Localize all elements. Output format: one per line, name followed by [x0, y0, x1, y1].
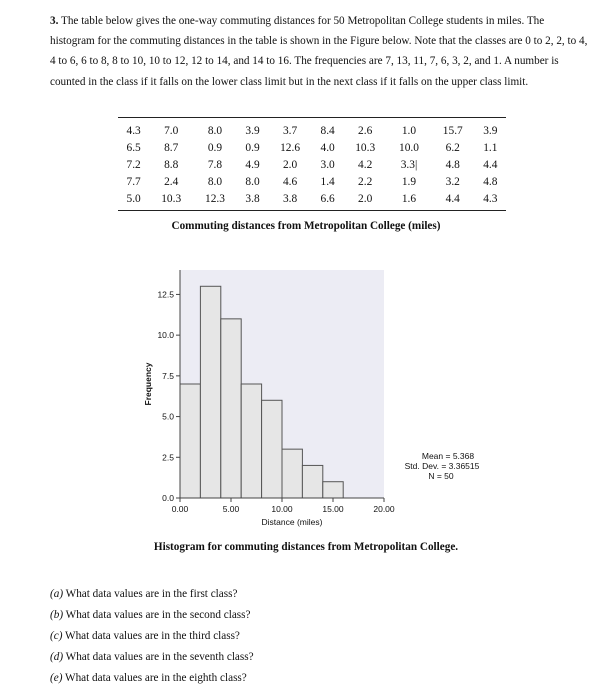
table-cell: 4.4 [445, 192, 460, 205]
histogram-bar [323, 482, 343, 498]
stats-n: N = 50 [428, 471, 454, 481]
histogram-bar [262, 400, 282, 498]
question-label: (d) [50, 651, 64, 663]
table-cell: 4.6 [282, 175, 298, 188]
table-cell: 2.0 [358, 192, 373, 205]
table-cell: 6.2 [445, 141, 460, 154]
table-cell: 0.9 [245, 141, 260, 154]
table-cell: 4.9 [245, 158, 260, 171]
question-item [50, 668, 254, 689]
table-cell: 5.0 [126, 192, 141, 205]
table-cell: 3.9 [483, 124, 498, 137]
table-cell: 8.4 [320, 124, 335, 137]
question-text: What data values are in the second class? [63, 609, 251, 621]
question-text: What data values are in the third class? [62, 630, 240, 642]
table-cell: 7.0 [164, 124, 179, 137]
table-cell: 0.9 [207, 141, 223, 154]
y-axis-label: Frequency [143, 362, 153, 406]
table-cell: 3.9 [245, 124, 260, 137]
question-item [50, 647, 254, 668]
y-tick-label: 7.5 [162, 370, 174, 381]
question-item [50, 584, 254, 605]
question-label: (e) [50, 672, 63, 684]
table-cell: 3.8 [245, 192, 260, 205]
table-cell: 1.4 [320, 175, 335, 188]
y-tick-label: 0.0 [162, 493, 174, 503]
question-text: What data values are in the eighth class? [62, 672, 247, 684]
table-cell: 3.8 [282, 192, 298, 205]
table-cell: 12.6 [280, 141, 301, 154]
table-cell: 1.9 [401, 175, 417, 188]
question-text: What data values are in the seventh class? [63, 651, 254, 663]
table-cell: 7.7 [126, 175, 141, 188]
table-cell: 4.3 [126, 124, 141, 137]
table-cell: 2.2 [358, 175, 373, 188]
question-item [50, 626, 254, 647]
table-cell: 2.4 [164, 175, 179, 188]
table-cell: 7.8 [207, 158, 223, 171]
table-cell: 2.6 [358, 124, 373, 137]
table-cell: 3.3| [400, 158, 418, 171]
table-cell: 6.5 [126, 141, 141, 154]
table-cell: 6.6 [320, 192, 335, 205]
y-tick-label: 5.0 [162, 411, 174, 422]
question-label: (b) [50, 609, 64, 621]
table-cell: 1.6 [401, 192, 417, 205]
table-cell: 12.3 [205, 192, 225, 205]
table-cell: 1.0 [401, 124, 417, 137]
table-cell: 10.3 [161, 192, 182, 205]
table-cell: 10.3 [355, 141, 376, 154]
histogram-bar [302, 465, 322, 498]
table-cell: 8.7 [164, 141, 179, 154]
table-cell: 8.0 [207, 124, 223, 137]
table-cell: 4.8 [445, 158, 460, 171]
problem-text: The table below gives the one-way commuting distances for 50 Metropolitan College students in miles. The histogram for the commuting distances in the table is shown in the Figure below. Note that the classes are 0 to 2, 2, to 4, 4 to 6, 6 to 8, 8 to 10, 10 to 12, 12 to 14, and 14 to 16. The frequencies are 7, 13, 11, 7, 6, 3, 2, and 1. A number is counted in the class if it falls on the lower class limit but in the next class if it falls on the upper class limit. [50, 15, 588, 88]
table-cell: 4.3 [483, 192, 498, 205]
x-tick-label: 5.00 [222, 504, 240, 514]
stats-std-dev: Std. Dev. = 3.36515 [404, 461, 480, 471]
table-cell: 7.2 [126, 158, 141, 171]
table-cell: 8.0 [245, 175, 260, 188]
table-cell: 3.7 [282, 124, 298, 137]
table-cell: 4.0 [320, 141, 335, 154]
table-cell: 8.8 [164, 158, 179, 171]
x-axis-label: Distance (miles) [261, 517, 323, 527]
table-cell: 4.8 [483, 175, 498, 188]
histogram-bar [241, 384, 261, 498]
x-tick-label: 15.00 [322, 504, 344, 514]
table-cell: 1.1 [483, 141, 498, 154]
histogram-bar [180, 384, 200, 498]
histogram-bar [200, 286, 220, 498]
x-tick-label: 0.00 [171, 504, 189, 514]
stats-mean: Mean = 5.368 [421, 451, 475, 461]
histogram-bar [221, 319, 241, 498]
table-cell: 10.0 [399, 141, 419, 154]
table-cell: 2.0 [282, 158, 298, 171]
question-label: (a) [50, 588, 64, 600]
y-tick-label: 10.0 [157, 330, 174, 341]
x-tick-label: 10.00 [271, 504, 293, 514]
table-cell: 3.2 [445, 175, 460, 188]
histogram-caption: Histogram for commuting distances from Metropolitan College. [153, 541, 459, 553]
histogram-bar [282, 449, 302, 498]
table-cell: 4.4 [483, 158, 498, 171]
table-cell: 15.7 [442, 124, 463, 137]
table-caption: Commuting distances from Metropolitan College (miles) [171, 220, 441, 232]
y-tick-label: 12.5 [157, 289, 174, 300]
table-cell: 8.0 [207, 175, 223, 188]
x-tick-label: 20.00 [373, 504, 395, 514]
table-cell: 3.0 [320, 158, 335, 171]
question-text: What data values are in the first class? [63, 588, 238, 600]
question-list [50, 584, 254, 689]
question-item [50, 605, 254, 626]
table-cell: 4.2 [358, 158, 373, 171]
question-label: (c) [50, 630, 63, 642]
y-tick-label: 2.5 [162, 452, 174, 463]
problem-number: 3. [50, 15, 59, 27]
